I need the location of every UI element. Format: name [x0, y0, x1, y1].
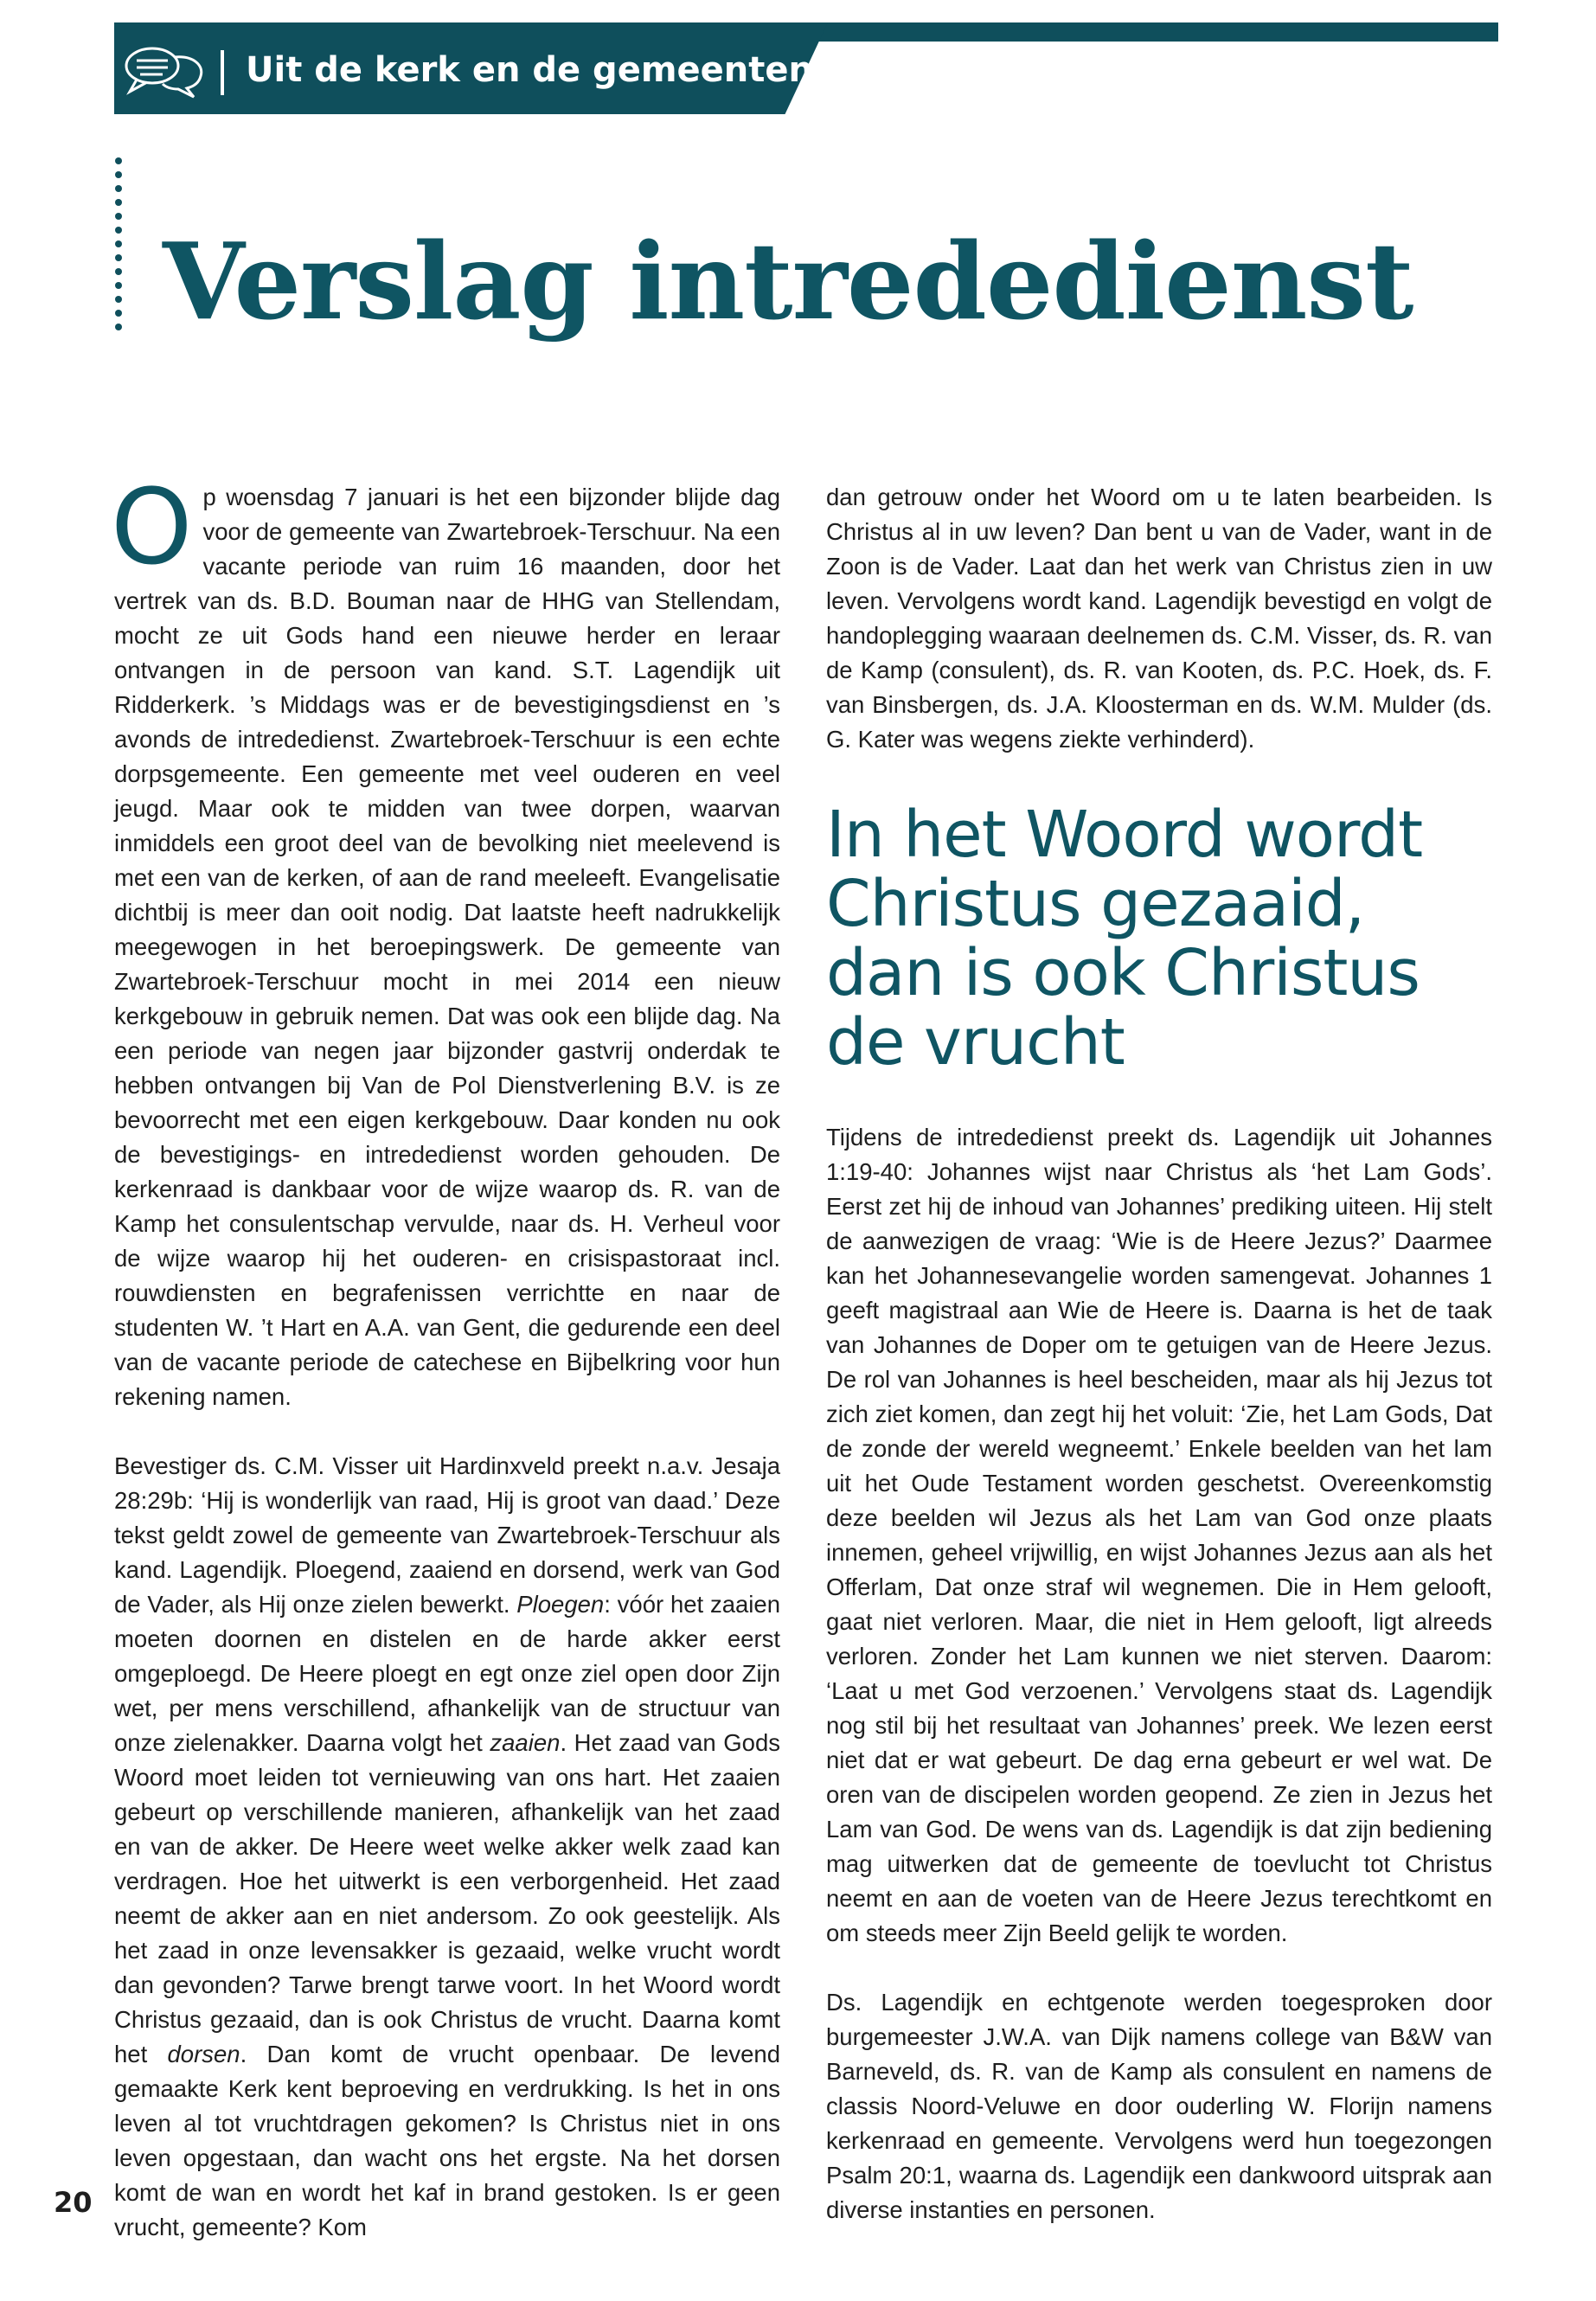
- speech-bubbles-icon: [121, 40, 208, 102]
- article-title: Verslag intrededienst: [163, 219, 1413, 343]
- right-column: [826, 480, 1492, 2227]
- drop-cap: O: [111, 468, 193, 588]
- left-column: [111, 468, 781, 2245]
- section-label: Uit de kerk en de gemeenten: [246, 50, 813, 90]
- page-number: 20: [54, 2186, 93, 2219]
- dotted-rule: [112, 156, 125, 337]
- intrededienst-paragraph: Tijdens de intrededienst preekt ds. Lagendijk uit Johannes 1:19-40: Johannes wijst naar Christus als ‘het Lam Gods’. Eerst zet hij de inhoud van Johannes’ prediking uiteen. Hij stelt de aanwezigen de vraag: ‘Wie is de Heere Jezus?’ Daarmee kan het Johannesevangelie worden samengevat. Johannes 1 geeft magistraal aan Wie de Heere is. Daarna is het de taak van Johannes de Doper om te getuigen van de Heere Jezus. De rol van Johannes is heel bescheiden, maar als hij Jezus tot zich ziet komen, dan zegt hij het voluit: ‘Zie, het Lam Gods, Dat de zonde der wereld wegneemt.’ Enkele beelden van het lam uit het Oude Testament worden geschetst. Overeenkomstig deze beelden wil Jezus als het Lam van God onze plaats innemen, geheel vrijwillig, en wijst Johannes Jezus aan als het Offerlam, Dat onze straf wil wegnemen. Die in Hem gelooft, gaat niet verloren. Maar, die niet in Hem gelooft, ligt alreeds verloren. Zonder het Lam kunnen we niet sterven. Daarom: ‘Laat u met God verzoenen.’ Vervolgens staat ds. Lagendijk nog stil bij het resultaat van Johannes’ preek. We lezen eerst niet dat er wat gebeurt. De dag erna gebeurt er wel wat. De oren van de discipelen worden geopend. Ze zien in Jezus het Lam van God. De wens van ds. Lagendijk is dat zijn bediening mag uitwerken dat de gemeente de toevlucht tot Christus neemt en aan de voeten van de Heere Jezus terechtkomt en om steeds meer Zijn Beeld gelijk te worden.: [826, 1124, 1492, 1946]
- closing-paragraph: Ds. Lagendijk en echtgenote werden toegesproken door burgemeester J.W.A. van Dijk namens college van B&W van Barneveld, ds. R. van de Kamp als consulent en namens de classis Noord-Veluwe en door ouderling W. Florijn namens kerkenraad en gemeente. Vervolgens werd hun toegezongen Psalm 20:1, waarna ds. Lagendijk een dankwoord uitsprak aan diverse instanties en personen.: [826, 1989, 1492, 2223]
- continuation-paragraph: dan getrouw onder het Woord om u te laten bearbeiden. Is Christus al in uw leven? Dan bent u van de Vader, want in de Zoon is de Vader. Laat dan het werk van Christus zien in uw leven. Vervolgens wordt kand. Lagendijk bevestigd en volgt de handoplegging waaraan deelnemen ds. C.M. Visser, ds. R. van de Kamp (consulent), ds. R. van Kooten, ds. P.C. Hoek, ds. F. van Binsbergen, ds. J.A. Kloosterman en ds. W.M. Mulder (ds. G. Kater was wegens ziekte verhinderd).: [826, 484, 1492, 753]
- intro-paragraph: Op woensdag 7 januari is het een bijzonder blijde dag voor de gemeente van Zwartebroek-Terschuur. Na een vacante periode van ruim 16 maanden, door het vertrek van ds. B.D. Bouman naar de HHG van Stellendam, mocht ze uit Gods hand een nieuwe herder en leraar ontvangen in de persoon van kand. S.T. Lagendijk uit Ridderkerk. ’s Middags was er de bevestigingsdienst en ’s avonds de intrededienst. Zwartebroek-Terschuur is een echte dorpsgemeente. Een gemeente met veel ouderen en veel jeugd. Maar ook te midden van twee dorpen, waarvan inmiddels een groot deel van de bevolking niet meelevend is met een van de kerken, of aan de rand meeleeft. Evangelisatie dichtbij is meer dan ooit nodig. Dat laatste heeft nadrukkelijk meegewogen in het beroepingswerk. De gemeente van Zwartebroek-Terschuur mocht in mei 2014 een nieuw kerkgebouw in gebruik nemen. Dat was ook een blijde dag. Na een periode van negen jaar bijzonder gastvrij onderdak te hebben ontvangen bij Van de Pol Dienstverlening B.V. is ze bevoorrecht met een eigen kerkgebouw. Daar konden nu ook de bevestigings- en intrededienst worden gehouden. De kerkenraad is dankbaar voor de wijze waarop ds. R. van de Kamp het consulentschap vervulde, naar ds. H. Verheul voor de wijze waarop hij het ouderen- en crisispastoraat incl. rouwdiensten en begrafenissen verrichtte en naar de studenten W. ’t Hart en A.A. van Gent, die gedurende een deel van de vacante periode de catechese en Bijbelkring voor hun rekening namen.: [111, 468, 780, 1410]
- banner-separator: [221, 50, 224, 95]
- sermon-paragraph: Bevestiger ds. C.M. Visser uit Hardinxveld preekt n.a.v. Jesaja 28:29b: ‘Hij is wonderlijk van raad, Hij is groot van daad.’ Deze tekst geldt zowel de gemeente van Zwartebroek-Terschuur als kand. Lagendijk. Ploegend, zaaiend en dorsend, werk van God de Vader, als Hij onze zielen bewerkt. Ploegen: vóór het zaaien moeten doornen en distelen en de harde akker eerst omgeploegd. De Heere ploegt en egt onze ziel open door Zijn wet, per mens verschillend, afhankelijk van de structuur van onze zielenakker. Daarna volgt het zaaien. Het zaad van Gods Woord moet leiden tot vernieuwing van ons hart. Het zaaien gebeurt op verschillende manieren, afhankelijk van het zaad en van de akker. De Heere weet welke akker welk zaad kan verdragen. Hoe het uitwerkt is een verborgenheid. Het zaad neemt de akker aan en niet andersom. Zo ook geestelijk. Als het zaad in onze levensakker is gezaaid, welke vrucht wordt dan gevonden? Tarwe brengt tarwe voort. In het Woord wordt Christus gezaaid, dan is ook Christus de vrucht. Daarna komt het dorsen. Dan komt de vrucht openbaar. De levend gemaakte Kerk kent beproeving en verdrukking. Is het in ons leven al tot vruchtdragen gekomen? Is Christus niet in ons leven opgestaan, dan wacht ons het ergste. Na het dorsen komt de wan en wordt het kaf in brand gestoken. Is er geen vrucht, gemeente? Kom: [114, 1452, 781, 2240]
- pull-quote: In het Woord wordt Christus gezaaid, dan is ook Christus de vrucht: [826, 798, 1423, 1080]
